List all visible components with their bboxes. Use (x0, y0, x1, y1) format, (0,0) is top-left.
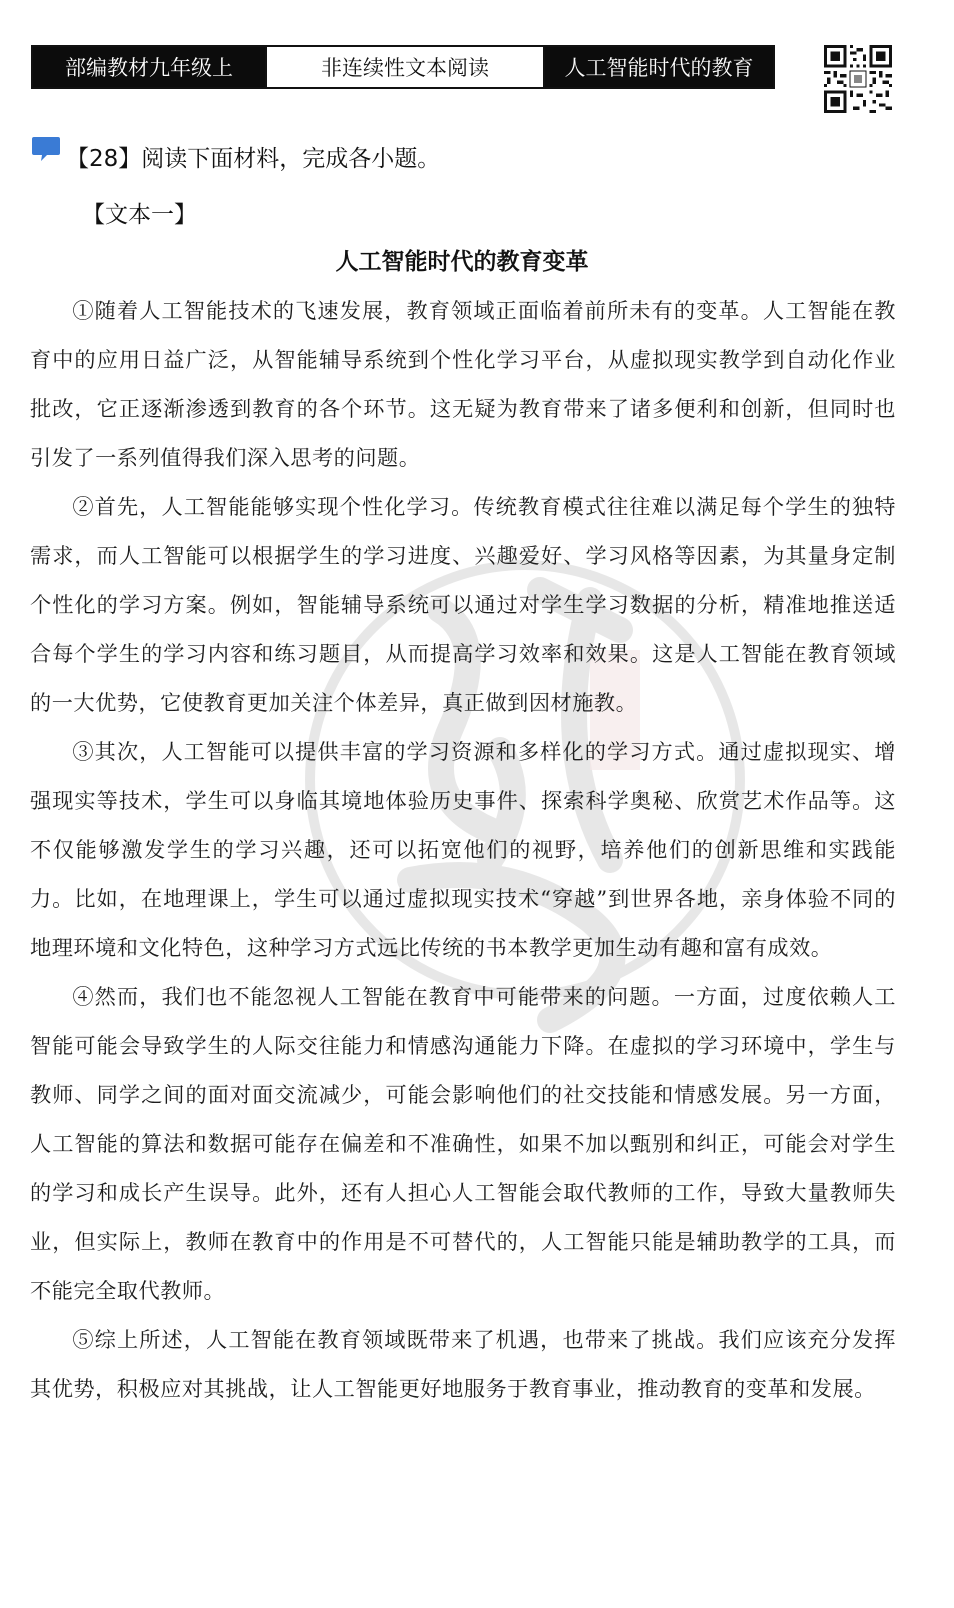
header-bar (31, 45, 775, 89)
header-topic-label: 人工智能时代的教育 (545, 47, 773, 87)
header-grade-label: 部编教材九年级上 (33, 47, 265, 87)
paragraph-4: ④然而，我们也不能忽视人工智能在教育中可能带来的问题。一方面，过度依赖人工智能可能会导致学生的人际交往能力和情感沟通能力下降。在虚拟的学习环境中，学生与教师、同学之间的面对面交流减少，可能会影响他们的社交技能和情感发展。另一方面，人工智能的算法和数据可能存在偏差和不准确性，如果不加以甄别和纠正，可能会对学生的学习和成长产生误导。此外，还有人担心人工智能会取代教师的工作，导致大量教师失业，但实际上，教师在教育中的作用是不可替代的，人工智能只能是辅助教学的工具，而不能完全取代教师。 (30, 984, 896, 1303)
paragraph-5: ⑤综上所述，人工智能在教育领域既带来了机遇，也带来了挑战。我们应该充分发挥其优势，积极应对其挑战，让人工智能更好地服务于教育事业，推动教育的变革和发展。 (30, 1327, 896, 1401)
paragraph-1: ①随着人工智能技术的飞速发展，教育领域正面临着前所未有的变革。人工智能在教育中的应用日益广泛，从智能辅导系统到个性化学习平台，从虚拟现实教学到自动化作业批改，它正逐渐渗透到教育的各个环节。这无疑为教育带来了诸多便利和创新，但同时也引发了一系列值得我们深入思考的问题。 (30, 298, 896, 470)
article-body (30, 286, 896, 1413)
section-label: 【文本一】 (82, 202, 197, 228)
header-category-label: 非连续性文本阅读 (265, 47, 545, 87)
paragraph-2: ②首先，人工智能能够实现个性化学习。传统教育模式往往难以满足每个学生的独特需求，而人工智能可以根据学生的学习进度、兴趣爱好、学习风格等因素，为其量身定制个性化的学习方案。例如，智能辅导系统可以通过对学生学习数据的分析，精准地推送适合每个学生的学习内容和练习题目，从而提高学习效率和效果。这是人工智能在教育领域的一大优势，它使教育更加关注个体差异，真正做到因材施教。 (30, 494, 896, 715)
article-title: 人工智能时代的教育变革 (335, 249, 589, 275)
qr-code-icon[interactable] (824, 45, 892, 113)
question-prompt: 【28】阅读下面材料，完成各小题。 (66, 146, 441, 172)
speech-bubble-icon (31, 136, 61, 162)
paragraph-3: ③其次，人工智能可以提供丰富的学习资源和多样化的学习方式。通过虚拟现实、增强现实等技术，学生可以身临其境地体验历史事件、探索科学奥秘、欣赏艺术作品等。这不仅能够激发学生的学习兴趣，还可以拓宽他们的视野，培养他们的创新思维和实践能力。比如，在地理课上，学生可以通过虚拟现实技术“穿越”到世界各地，亲身体验不同的地理环境和文化特色，这种学习方式远比传统的书本教学更加生动有趣和富有成效。 (30, 739, 896, 960)
